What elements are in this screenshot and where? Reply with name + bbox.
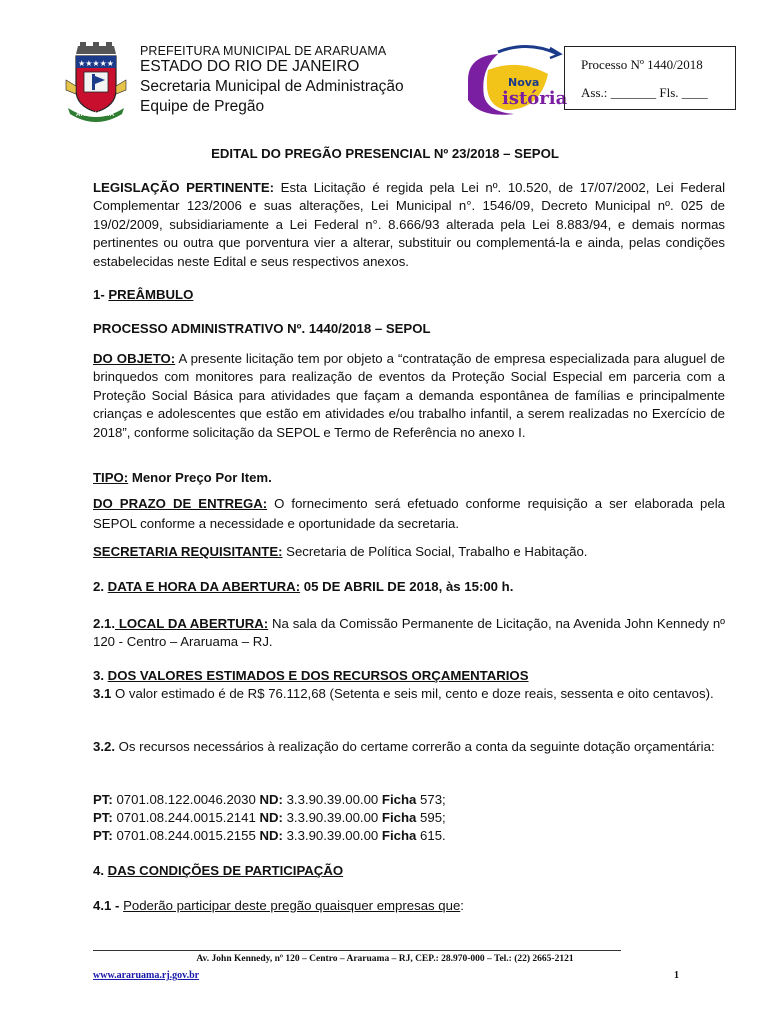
item-3-2-text: Os recursos necessários à realização do certame correrão a conta da seguinte dotação orçamentária: xyxy=(115,739,715,754)
legislacao-label: LEGISLAÇÃO PERTINENTE: xyxy=(93,180,275,195)
data-hora-text: 05 DE ABRIL DE 2018, às 15:00 h. xyxy=(300,579,514,594)
document-title: EDITAL DO PREGÃO PRESENCIAL Nº 23/2018 – SEPOL xyxy=(211,146,559,161)
pt-label: PT: xyxy=(93,828,113,843)
legislacao-paragraph xyxy=(93,179,725,271)
ficha-label: Ficha xyxy=(381,792,417,807)
nd-label: ND: xyxy=(259,810,283,825)
footer-divider xyxy=(93,950,621,951)
nd-value: 3.3.90.39.00.00 xyxy=(282,810,382,825)
secretaria-requisitante-label: SECRETARIA REQUISITANTE: xyxy=(93,544,283,559)
objeto-text: A presente licitação tem por objeto a “contratação de empresa especializada para aluguel de brinquedos com monitores para realização de eventos da Proteção Social Especial em parceria com a Proteção Social Básica para atividades que façam a demanda espontânea de famílias e principalmente crianças e adolescentes que estão em atividades e/ou trabalho infantil, a serem realizadas no Exercício de 2018”, conforme solicitação da SEPOL e Termo de Referência no anexo I. xyxy=(93,351,725,440)
pt-label: PT: xyxy=(93,792,113,807)
secretaria-heading: Secretaria Municipal de Administração xyxy=(140,78,404,95)
objeto-label: DO OBJETO: xyxy=(93,351,176,366)
equipe-heading: Equipe de Pregão xyxy=(140,98,265,115)
dotacao-line xyxy=(93,827,725,845)
local-label: LOCAL DA ABERTURA: xyxy=(115,616,269,631)
nd-label: ND: xyxy=(259,792,283,807)
pt-value: 0701.08.244.0015.2141 xyxy=(112,810,260,825)
condicoes-label: DAS CONDIÇÕES DE PARTICIPAÇÃO xyxy=(107,863,344,878)
website-link[interactable]: www.araruama.rj.gov.br xyxy=(93,970,200,981)
prazo-text: O fornecimento será efetuado conforme requisição a ser elaborada pela SEPOL conforme a necessidade e oportunidade da secretaria. xyxy=(93,496,725,531)
preambulo-number: 1- xyxy=(93,287,109,302)
nd-label: ND: xyxy=(259,828,283,843)
prefeitura-heading: PREFEITURA MUNICIPAL DE ARARUAMA xyxy=(140,44,387,58)
objeto-paragraph xyxy=(93,350,725,442)
valores-heading xyxy=(93,667,725,685)
preambulo-label: PREÂMBULO xyxy=(108,287,194,302)
valores-label: DOS VALORES ESTIMADOS E DOS RECURSOS ORÇAMENTARIOS xyxy=(107,668,529,683)
data-hora-number: 2. xyxy=(93,579,108,594)
logo-text-nova: Nova xyxy=(508,76,540,89)
data-hora-label: DATA E HORA DA ABERTURA: xyxy=(107,579,301,594)
preambulo-heading xyxy=(93,286,725,304)
svg-text:★★★★★: ★★★★★ xyxy=(78,59,114,68)
tipo-label: TIPO: xyxy=(93,470,129,485)
pt-value: 0701.08.122.0046.2030 xyxy=(112,792,260,807)
process-box xyxy=(564,46,736,110)
ficha-value: 615. xyxy=(416,828,446,843)
data-hora-line xyxy=(93,578,725,596)
ficha-value: 595; xyxy=(416,810,446,825)
processo-administrativo: PROCESSO ADMINISTRATIVO Nº. 1440/2018 – SEPOL xyxy=(93,321,431,336)
item-4-1-colon: : xyxy=(460,898,464,913)
valores-number: 3. xyxy=(93,668,108,683)
ficha-value: 573; xyxy=(416,792,446,807)
signature-line: Ass.: _______ Fls. ____ xyxy=(581,85,708,100)
dotacao-line xyxy=(93,791,725,809)
estado-heading: ESTADO DO RIO DE JANEIRO xyxy=(140,58,360,75)
pt-value: 0701.08.244.0015.2155 xyxy=(112,828,260,843)
condicoes-heading xyxy=(93,862,725,880)
item-4-1-number: 4.1 - xyxy=(93,898,124,913)
recursos-paragraph xyxy=(93,738,725,756)
item-4-1-line xyxy=(93,897,725,915)
item-3-1-number: 3.1 xyxy=(93,686,112,701)
logo-text-historia: istória xyxy=(502,88,568,109)
local-paragraph xyxy=(93,615,725,652)
condicoes-number: 4. xyxy=(93,863,108,878)
ficha-label: Ficha xyxy=(381,828,417,843)
nd-value: 3.3.90.39.00.00 xyxy=(282,828,382,843)
prazo-label: DO PRAZO DE ENTREGA: xyxy=(93,496,268,511)
tipo-line xyxy=(93,469,725,487)
local-text: Na sala da Comissão Permanente de Licitação, na Avenida John Kennedy nº 120 - Centro – Araruama – RJ. xyxy=(93,616,725,650)
page-number: 1 xyxy=(674,970,679,981)
process-number: Processo Nº 1440/2018 xyxy=(581,57,703,72)
legislacao-text: Esta Licitação é regida pela Lei nº. 10.520, de 17/07/2002, Lei Federal Complementar 123/2006 e suas alterações, Lei Municipal n°. 1546/09, Decreto Municipal nº. 025 de 19/02/2009, subsidiariamente a Lei Federal n°. 8.666/93 alterada pela Lei 8.883/94, e demais normas pertinentes ou outra que porventura vier a alterar, substituir ou complementá-la e ainda, pelas condições estabelecidas neste Edital e seus respectivos anexos. xyxy=(93,180,725,269)
pt-label: PT: xyxy=(93,810,113,825)
dotacao-line xyxy=(93,809,725,827)
footer-address: Av. John Kennedy, nº 120 – Centro – Araruama – RJ, CEP.: 28.970-000 – Tel.: (22) 2665-2121 xyxy=(196,954,574,964)
crest-banner-text: ARARUAMA xyxy=(76,112,115,118)
item-3-2-number: 3.2. xyxy=(93,739,115,754)
ficha-label: Ficha xyxy=(381,810,417,825)
secretaria-requisitante-line xyxy=(93,543,725,561)
tipo-text: Menor Preço Por Item. xyxy=(128,470,272,485)
nova-historia-logo-icon xyxy=(458,40,568,118)
secretaria-requisitante-text: Secretaria de Política Social, Trabalho e Habitação. xyxy=(282,544,588,559)
prazo-paragraph xyxy=(93,494,725,534)
nd-value: 3.3.90.39.00.00 xyxy=(282,792,382,807)
local-number: 2.1. xyxy=(93,616,115,631)
valor-estimado-paragraph xyxy=(93,685,725,703)
item-4-1-text: Poderão participar deste pregão quaisquer empresas que xyxy=(123,898,461,913)
item-3-1-text: O valor estimado é de R$ 76.112,68 (Setenta e seis mil, cento e doze reais, sessenta e oito centavos). xyxy=(111,686,714,701)
